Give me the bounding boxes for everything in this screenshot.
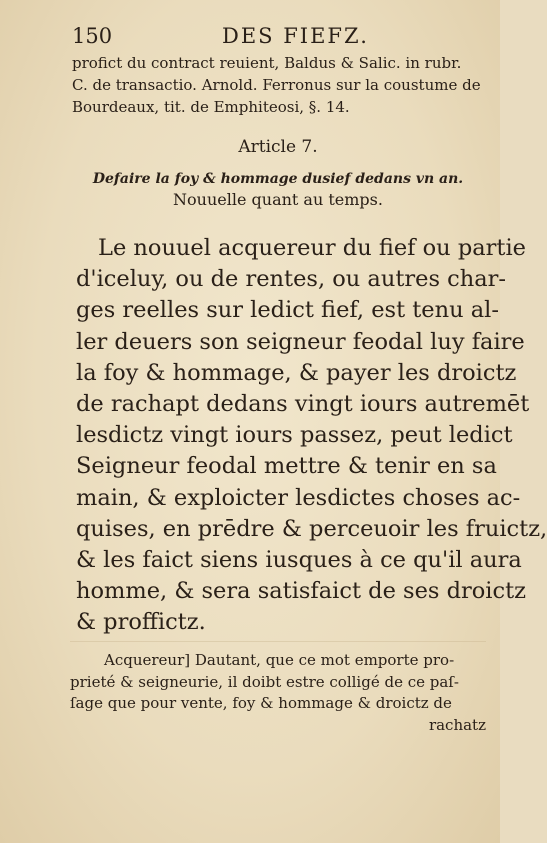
running-title: DES FIEFZ. [222,24,369,48]
body-line: de rachapt dedans vingt iours autremēt [76,391,530,418]
article-heading: Article 7. [238,137,318,157]
footnote-divider [70,641,486,642]
body-line: & les faict siens iusques à ce qu'il aura [76,547,522,574]
body-line: Le nouuel acquereur du fief ou partie [98,235,526,261]
body-line: & proffictz. [76,609,206,636]
article-body [76,233,547,639]
footnote-line: ſage que pour vente, foy & hommage & droictz de [70,694,452,712]
article-rubric: Defaire la foy & hommage dusief dedans vn an. [92,171,464,187]
body-line: la foy & hommage, & payer les droictz [76,359,517,386]
footnote-line: prieté & seigneurie, il doibt estre colligé de ce paſ- [70,672,459,691]
body-line: quises, en prēdre & perceuoir les fruictz, [76,515,547,542]
note-line: profict du contract reuient, Baldus & Salic. in rubr. [72,54,462,72]
footnote [70,650,486,736]
page-header [72,24,482,52]
body-line: Seigneur feodal mettre & tenir en sa [76,453,497,480]
body-line: ges reelles sur ledict fief, est tenu al- [76,297,499,324]
body-line: lesdictz vingt iours passez, peut ledict [76,422,513,449]
page-number: 150 [72,24,113,48]
footnote-line: Acquereur] Dautant, que ce mot emporte pro- [104,651,455,669]
note-line: C. de transactio. Arnold. Ferronus sur la coustume de [72,76,481,94]
footnote-line: rachatz [428,715,486,734]
note-line: Bourdeaux, tit. de Emphiteosi, §. 14. [72,98,350,116]
body-line: homme, & sera satisfaict de ses droictz [76,578,526,605]
body-line: main, & exploicter lesdictes choses ac- [76,484,521,511]
article-subheading: Nouuelle quant au temps. [173,190,383,209]
continued-note [72,52,484,118]
body-line: ler deuers son seigneur feodal luy faire [76,328,525,355]
body-line: d'iceluy, ou de rentes, ou autres char- [76,266,507,293]
